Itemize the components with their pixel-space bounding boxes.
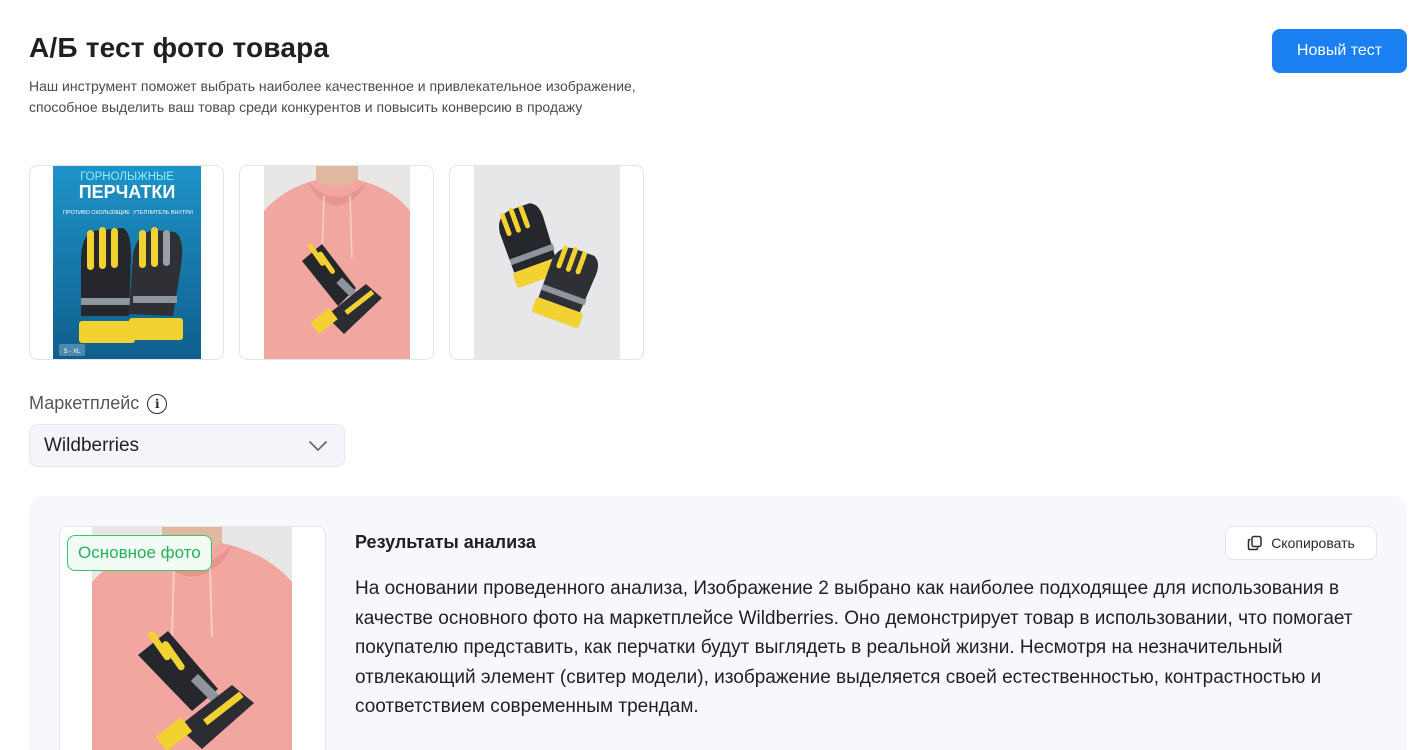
chevron-down-icon — [306, 434, 330, 458]
marketplace-label-text: Маркетплейс — [29, 393, 140, 413]
subtitle-line-1: Наш инструмент поможет выбрать наиболее качественное и привлекательное изображение, — [29, 78, 636, 94]
copy-icon — [1247, 535, 1263, 551]
poster-feature-left: ПРОТИВО СКОЛЬЗЯЩИЕ — [62, 210, 130, 216]
new-test-button[interactable]: Новый тест — [1272, 29, 1407, 73]
result-title: Результаты анализа — [355, 532, 536, 552]
marketplace-label — [29, 393, 167, 414]
marketplace-selected-value: Wildberries — [44, 434, 140, 456]
copy-button[interactable] — [1225, 526, 1377, 560]
thumbnail-1[interactable] — [29, 165, 224, 360]
poster-title-main: ПЕРЧАТКИ — [78, 182, 175, 202]
glove-left — [79, 227, 135, 343]
poster-image — [53, 166, 201, 359]
poster-title-top: ГОРНОЛЫЖНЫЕ — [79, 171, 174, 183]
photo-thumbnails — [29, 165, 644, 360]
copy-button-label: Скопировать — [1271, 535, 1355, 551]
page-subtitle — [29, 76, 749, 118]
main-photo-card — [59, 526, 326, 750]
poster-feature-right: УТЕПЛИТЕЛЬ ВНУТРИ — [132, 210, 193, 216]
glove-right — [129, 227, 183, 340]
info-icon[interactable]: i — [147, 394, 167, 414]
page-title: А/Б тест фото товара — [29, 32, 330, 63]
thumbnail-3[interactable] — [449, 165, 644, 360]
thumbnail-2[interactable] — [239, 165, 434, 360]
marketplace-select[interactable] — [29, 424, 345, 467]
main-photo-badge: Основное фото — [67, 535, 212, 571]
gloves-photo — [474, 166, 620, 359]
analysis-result-panel — [29, 496, 1407, 750]
subtitle-line-2: способное выделить ваш товар среди конкурентов и повысить конверсию в продажу — [29, 99, 583, 115]
model-photo — [264, 166, 410, 359]
poster-size: S - XL — [63, 349, 80, 355]
result-text: На основании проведенного анализа, Изображение 2 выбрано как наиболее подходящее для использования в качестве основного фото на маркетплейсе Wildberries. Оно демонстрирует товар в использовании, что помогает покупателю представить, как перчатки будут выглядеть в реальной жизни. Несмотря на незначительный отвлекающий элемент (свитер модели), изображение выделяется своей естественностью, контрастностью и соответствием современным трендам. — [355, 578, 1353, 717]
